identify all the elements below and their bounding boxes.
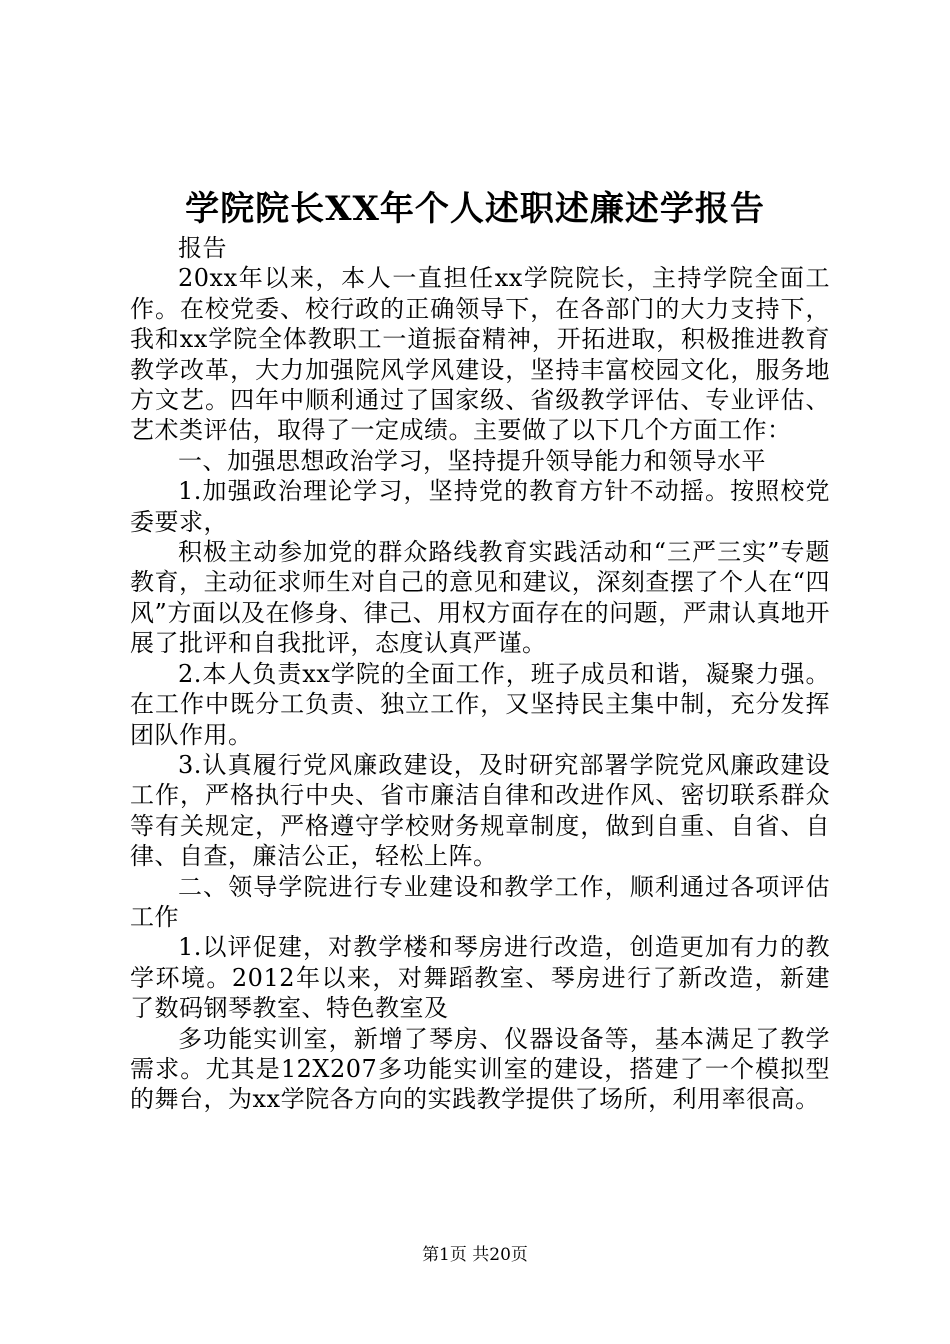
paragraph: 20xx年以来，本人一直担任xx学院院长，主持学院全面工作。在校党委、校行政的正确领导下，在各部门的大力支持下，我和xx学院全体教职工一道振奋精神，开拓进取，积极推进教育教学改革，大力加强院风学风建设，坚持丰富校园文化，服务地方文艺。四年中顺利通过了国家级、省级教学评估、专业评估、艺术类评估，取得了一定成绩。主要做了以下几个方面工作： [130,264,830,445]
paragraph: 1.加强政治理论学习，坚持党的教育方针不动摇。按照校党委要求， [130,477,830,536]
page-number-footer: 第1页 共20页 [422,1245,528,1265]
document-title: 学院院长XX年个人述职述廉述学报告 [185,189,765,229]
paragraph: 积极主动参加党的群众路线教育实践活动和“三严三实”专题教育，主动征求师生对自己的意见和建议，深刻查摆了个人在“四风”方面以及在修身、律己、用权方面存在的问题，严肃认真地开展了批评和自我批评，态度认真严谨。 [130,538,830,658]
section-heading: 二、领导学院进行专业建设和教学工作，顺利通过各项评估工作 [130,872,830,931]
section-heading: 一、加强思想政治学习，坚持提升领导能力和领导水平 [178,446,766,475]
paragraph: 3.认真履行党风廉政建设，及时研究部署学院党风廉政建设工作，严格执行中央、省市廉洁自律和改进作风、密切联系群众等有关规定，严格遵守学校财务规章制度，做到自重、自省、自律、自查，廉洁公正，轻松上阵。 [130,750,830,871]
paragraph: 多功能实训室，新增了琴房、仪器设备等，基本满足了教学需求。尤其是12X207多功能实训室的建设，搭建了一个模拟型的舞台，为xx学院各方向的实践教学提供了场所，利用率很高。 [130,1024,830,1114]
paragraph: 1.以评促建，对教学楼和琴房进行改造，创造更加有力的教学环境。2012年以来，对舞蹈教室、琴房进行了新改造，新建了数码钢琴教室、特色教室及 [130,933,830,1023]
paragraph: 2.本人负责xx学院的全面工作，班子成员和谐，凝聚力强。在工作中既分工负责、独立工作，又坚持民主集中制，充分发挥团队作用。 [130,659,830,749]
paragraph: 报告 [178,234,227,262]
document-body [130,233,830,1115]
